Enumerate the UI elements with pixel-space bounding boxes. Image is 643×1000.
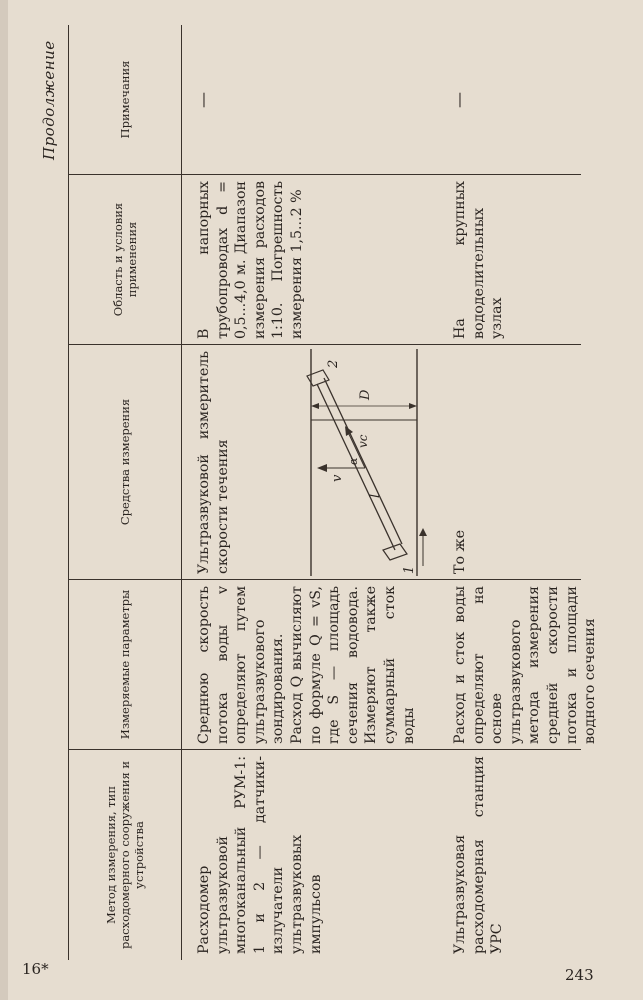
page-number: 243 bbox=[565, 966, 594, 984]
row2-area: На крупных вододелительных узлах bbox=[452, 181, 506, 339]
header-method: Метод измерения, тип расходомерного сооружения и устройства bbox=[104, 760, 146, 950]
path-l-label: l bbox=[368, 493, 383, 498]
row1-method: Расходомер ультразвуковой многоканальный РУМ-1: 1 и 2 — датчики-излучатели ультразвуковых импульсов bbox=[196, 756, 324, 954]
table-header bbox=[69, 25, 182, 960]
sensor-1-label: 1 bbox=[402, 565, 417, 574]
row2-notes: — bbox=[449, 92, 468, 108]
ultrasonic-flowmeter-diagram bbox=[295, 345, 427, 580]
row1-means: Ультразвуковой измеритель скорости течения bbox=[196, 351, 231, 574]
continuation-label: Продолжение bbox=[40, 40, 58, 160]
row1-area: В напорных трубопроводах d = 0,5...4,0 м. Диапазон измерения расходов 1:10. Погрешность измерения 1,5...2 % bbox=[196, 181, 305, 339]
page-edge bbox=[0, 0, 8, 1000]
header-parameters: Измеряемые параметры bbox=[69, 580, 181, 750]
row2-means: То же bbox=[452, 530, 468, 574]
diameter-label: D bbox=[358, 389, 373, 400]
sensor-2-label: 2 bbox=[326, 359, 341, 368]
measurement-table bbox=[68, 25, 599, 960]
rotated-table-block bbox=[40, 25, 599, 960]
header-means: Средства измерения bbox=[69, 345, 181, 580]
angle-alpha-label: α bbox=[347, 457, 360, 465]
row2-method: Ультразвуковая расходомерная станция УРС bbox=[452, 756, 506, 954]
velocity-vc-label: vc bbox=[356, 434, 370, 448]
row1-parameters: Среднюю скорость потока воды v определяют путем ультразвукового зондирования. Расход Q вычисляют по формуле Q = vS, где S — площадь сечения водовода. Измеряют также суммарный сток воды bbox=[196, 586, 417, 744]
header-area: Область и условия применения bbox=[69, 175, 181, 345]
row1-notes: — bbox=[193, 92, 212, 108]
velocity-v-label: v bbox=[330, 474, 345, 482]
row2-parameters: Расход и сток воды определяют на основе ультразвукового метода измерения средней скорости потока и площади водного сечения bbox=[452, 586, 599, 744]
header-notes: Примечания bbox=[69, 25, 181, 175]
corner-mark: 16* bbox=[22, 960, 49, 978]
